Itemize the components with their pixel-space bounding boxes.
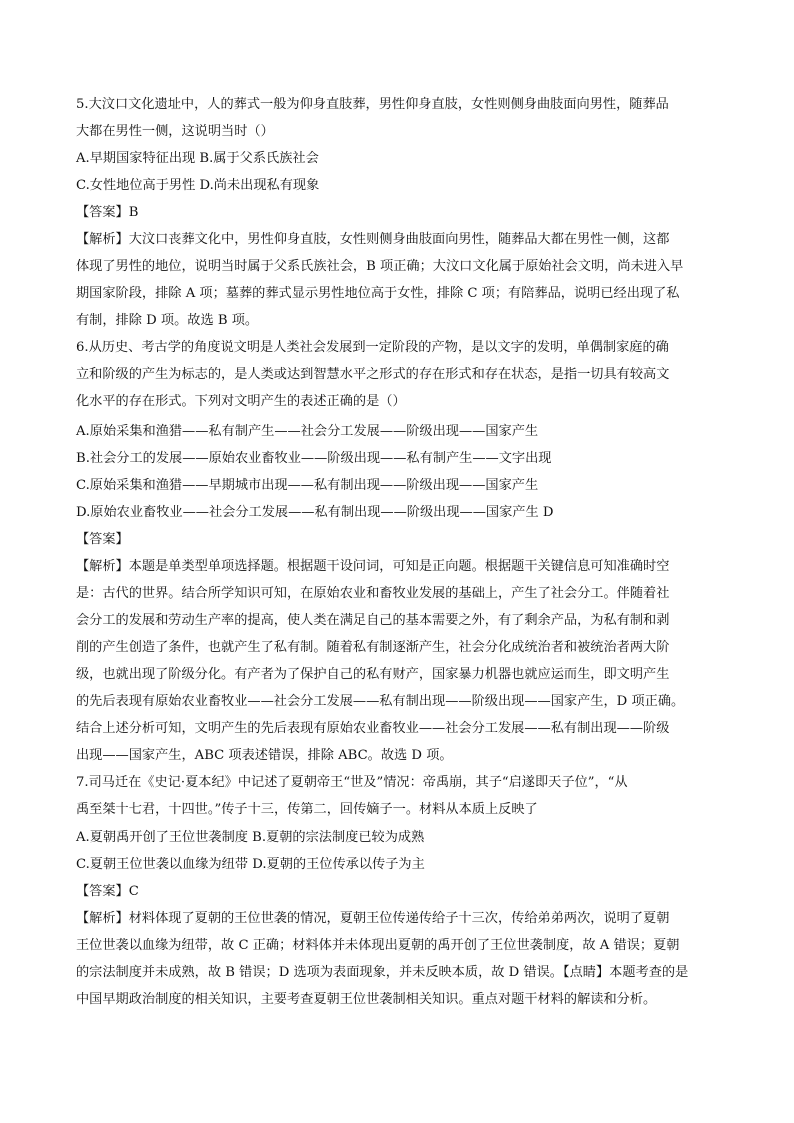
q7-analysis-line-4: 中国早期政治制度的相关知识，主要考查夏朝王位世袭制相关知识。重点对题干材料的解读和分析。 (76, 992, 657, 1007)
q6-option-b: B.社会分工的发展——原始农业畜牧业——阶级出现——私有制产生——文字出现 (76, 451, 552, 466)
q7-stem-line-2: 禹至桀十七君，十四世。”传子十三，传第二，回传嫡子一。材料从本质上反映了 (76, 802, 538, 817)
q6-analysis-line-6: 的先后表现有原始农业畜牧业——社会分工发展——私有制出现——阶级出现——国家产生，D 项正确。 (76, 694, 685, 709)
q7-options-cd: C.夏朝王位世袭以血缘为纽带 D.夏朝的王位传承以传子为主 (76, 857, 425, 872)
q7-stem-line-1: 7.司马迁在《史记·夏本纪》中记述了夏朝帝王“世及”情况：帝禹崩，其子“启遂即天子位”，“从 (76, 775, 628, 790)
q5-analysis-line-4: 有制，排除 D 项。故选 B 项。 (76, 313, 259, 328)
q7-analysis-line-3: 的宗法制度并未成熟，故 B 错误；D 选项为表面现象，并未反映本质，故 D 错误。【点睛】本题考查的是 (76, 965, 689, 980)
q7-analysis-line-2: 王位世袭以血缘为纽带，故 C 正确；材料体并未体现出夏朝的禹开创了王位世袭制度，故 A 错误；夏朝 (76, 938, 680, 953)
q5-stem-line-1: 5.大汶口文化遗址中，人的葬式一般为仰身直肢葬，男性仰身直肢，女性则侧身曲肢面向男性，随葬品 (76, 97, 669, 112)
q6-option-c: C.原始采集和渔猎——早期城市出现——私有制出现——阶级出现——国家产生 (76, 478, 539, 493)
q7-analysis-line-1: 【解析】材料体现了夏朝的王位世袭的情况，夏朝王位传递传给子十三次，传给弟弟两次，说明了夏朝 (76, 911, 670, 926)
q7-options-ab: A.夏朝禹开创了王位世袭制度 B.夏朝的宗法制度已较为成熟 (76, 830, 425, 845)
q6-answer: 【答案】 (76, 532, 129, 547)
q6-analysis-line-5: 级，也就出现了阶级分化。有产者为了保护自己的私有财产，国家暴力机器也就应运而生，即文明产生 (76, 667, 670, 682)
q5-answer: 【答案】B (76, 205, 139, 220)
q6-stem-line-3: 化水平的存在形式。下列对文明产生的表述正确的是（） (76, 394, 406, 409)
q6-analysis-line-1: 【解析】本题是单类型单项选择题。根据题干设问词，可知是正向题。根据题干关键信息可知准确时空 (76, 559, 670, 574)
q6-analysis-line-2: 是：古代的世界。结合所学知识可知，在原始农业和畜牧业发展的基础上，产生了社会分工。伴随着社 (76, 586, 670, 601)
q6-option-d: D.原始农业畜牧业——社会分工发展——私有制出现——阶级出现——国家产生 D (76, 505, 554, 520)
q5-analysis-line-3: 期国家阶段，排除 A 项；墓葬的葬式显示男性地位高于女性，排除 C 项；有陪葬品，说明已经出现了私 (76, 286, 680, 301)
q6-analysis-line-4: 削的产生创造了条件，也就产生了私有制。随着私有制逐渐产生，社会分化成统治者和被统治者两大阶 (76, 640, 670, 655)
q6-analysis-line-8: 出现——国家产生，ABC 项表述错误，排除 ABC。故选 D 项。 (76, 748, 453, 763)
q7-answer: 【答案】C (76, 884, 139, 899)
q5-options-ab: A.早期国家特征出现 B.属于父系氏族社会 (76, 151, 319, 166)
q5-analysis-line-2: 体现了男性的地位，说明当时属于父系氏族社会，B 项正确；大汶口文化属于原始社会文明，尚未进入早 (76, 259, 684, 274)
q6-analysis-line-7: 结合上述分析可知，文明产生的先后表现有原始农业畜牧业——社会分工发展——私有制出现——阶级 (76, 721, 670, 736)
q5-analysis-line-1: 【解析】大汶口丧葬文化中，男性仰身直肢，女性则侧身曲肢面向男性，随葬品大都在男性一侧，这都 (76, 232, 670, 247)
q5-stem-line-2: 大都在男性一侧，这说明当时（） (76, 124, 274, 139)
q6-analysis-line-3: 会分工的发展和劳动生产率的提高，使人类在满足自己的基本需要之外，有了剩余产品，为私有制和剥 (76, 613, 670, 628)
q6-option-a: A.原始采集和渔猎——私有制产生——社会分工发展——阶级出现——国家产生 (76, 424, 539, 439)
q5-options-cd: C.女性地位高于男性 D.尚未出现私有现象 (76, 178, 320, 193)
q6-stem-line-2: 立和阶级的产生为标志的，是人类或达到智慧水平之形式的存在形式和存在状态，是指一切具有较高文 (76, 367, 670, 382)
q6-stem-line-1: 6.从历史、考古学的角度说文明是人类社会发展到一定阶段的产物，是以文字的发明，单偶制家庭的确 (76, 340, 669, 355)
